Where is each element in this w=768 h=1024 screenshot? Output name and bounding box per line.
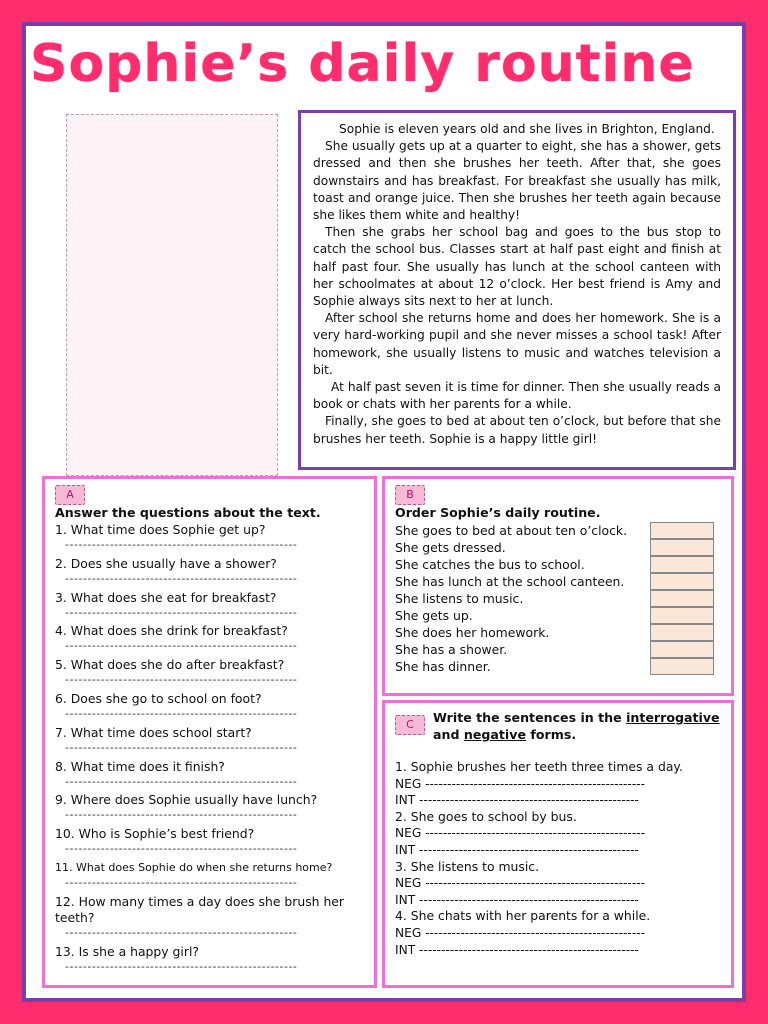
question-item <box>55 556 366 590</box>
question-item <box>55 860 366 894</box>
answer-line[interactable]: ---------------------------------------------------- <box>65 842 298 856</box>
section-c-transform <box>382 700 734 988</box>
question-text: 2. Does she usually have a shower? <box>55 555 277 571</box>
page-title: Sophie’s daily routine <box>30 34 695 94</box>
negative-answer-line[interactable] <box>395 875 723 892</box>
answer-dashes: -------------------------------------------------- <box>419 942 639 957</box>
question-text: 8. What time does it finish? <box>55 758 225 774</box>
interrogative-answer-line[interactable] <box>395 892 723 909</box>
answer-line[interactable]: ---------------------------------------------------- <box>65 740 298 754</box>
order-row <box>395 641 723 658</box>
answer-line[interactable]: ---------------------------------------------------- <box>65 673 298 687</box>
section-b-tag: B <box>395 485 425 505</box>
answer-dashes: -------------------------------------------------- <box>425 776 646 791</box>
question-item <box>55 623 366 657</box>
form-label: INT <box>395 892 416 907</box>
sentence-text: 2. She goes to school by bus. <box>395 808 577 824</box>
question-text: 5. What does she do after breakfast? <box>55 657 285 673</box>
question-item <box>55 944 366 978</box>
sentence-text: 1. Sophie brushes her teeth three times a day. <box>395 759 683 774</box>
negative-answer-line[interactable] <box>395 825 723 842</box>
interrogative-word: interrogative <box>626 710 720 725</box>
story-paragraph: After school she returns home and does her homework. She is a very hard-working pupil and she never misses a school task! After homework, she usually listens to music and watches television a bit. <box>313 311 721 377</box>
sentence-group <box>395 908 723 958</box>
question-text: 12. How many times a day does she brush her teeth? <box>55 893 345 925</box>
story-paragraph: Sophie is eleven years old and she lives in Brighton, England. <box>339 122 715 136</box>
interrogative-answer-line[interactable] <box>395 792 723 809</box>
question-item <box>55 691 366 725</box>
interrogative-answer-line[interactable] <box>395 842 723 859</box>
form-label: NEG <box>395 776 422 791</box>
section-b-heading: Order Sophie’s daily routine. <box>395 505 601 520</box>
answer-line[interactable]: ---------------------------------------------------- <box>65 706 298 720</box>
order-number-box[interactable] <box>650 573 714 590</box>
order-row <box>395 573 723 590</box>
order-row <box>395 607 723 624</box>
answer-line[interactable]: ---------------------------------------------------- <box>65 959 298 973</box>
order-row <box>395 556 723 573</box>
answer-line[interactable]: ---------------------------------------------------- <box>65 774 298 788</box>
negative-answer-line[interactable] <box>395 925 723 942</box>
order-number-box[interactable] <box>650 607 714 624</box>
answer-dashes: -------------------------------------------------- <box>425 876 646 891</box>
answer-dashes: -------------------------------------------------- <box>419 892 639 907</box>
story-paragraph: At half past seven it is time for dinner. Then she usually reads a book or chats with her parents for a while. <box>313 380 721 412</box>
interrogative-answer-line[interactable] <box>395 942 723 959</box>
order-item-text: She has dinner. <box>395 659 491 674</box>
question-text: 3. What does she eat for breakfast? <box>55 589 277 605</box>
question-text: 9. Where does Sophie usually have lunch? <box>55 792 318 808</box>
question-item <box>55 725 366 759</box>
order-row <box>395 658 723 675</box>
order-item-text: She gets up. <box>395 608 473 623</box>
order-number-box[interactable] <box>650 539 714 556</box>
answer-dashes: -------------------------------------------------- <box>425 826 646 841</box>
story-paragraph: Finally, she goes to bed at about ten o’clock, but before that she brushes her teeth. Sophie is a happy little girl! <box>313 414 721 446</box>
question-item <box>55 759 366 793</box>
form-label: NEG <box>395 876 422 891</box>
form-label: NEG <box>395 826 422 841</box>
form-label: INT <box>395 842 416 857</box>
order-number-box[interactable] <box>650 641 714 658</box>
section-c-heading <box>433 709 720 743</box>
sentence-group <box>395 859 723 909</box>
sentence-list <box>395 759 723 958</box>
question-item <box>55 522 366 556</box>
question-text: 10. Who is Sophie’s best friend? <box>55 826 255 842</box>
negative-word: negative <box>463 727 526 742</box>
section-c-heading-pre: Write the sentences in the <box>433 710 627 725</box>
sentence-group <box>395 809 723 859</box>
question-text: 6. Does she go to school on foot? <box>55 690 262 706</box>
section-a-questions <box>42 476 377 988</box>
form-label: INT <box>395 793 416 808</box>
order-item-text: She goes to bed at about ten o’clock. <box>395 523 628 538</box>
answer-line[interactable]: ---------------------------------------------------- <box>65 538 298 551</box>
question-item <box>55 590 366 624</box>
order-item-text: She has a shower. <box>395 642 508 657</box>
answer-line[interactable]: ---------------------------------------------------- <box>65 808 298 822</box>
order-number-box[interactable] <box>650 522 714 539</box>
question-item <box>55 657 366 691</box>
question-text: 4. What does she drink for breakfast? <box>55 623 288 639</box>
sophie-illustration <box>66 114 278 476</box>
story-text-box <box>298 110 736 470</box>
order-row <box>395 539 723 556</box>
order-number-box[interactable] <box>650 624 714 641</box>
order-list <box>395 522 723 675</box>
order-number-box[interactable] <box>650 658 714 675</box>
question-text: 11. What does Sophie do when she returns home? <box>55 860 333 874</box>
order-item-text: She gets dressed. <box>395 540 506 555</box>
question-text: 1. What time does Sophie get up? <box>55 522 266 537</box>
sentence-text: 3. She listens to music. <box>395 858 540 874</box>
answer-line[interactable]: ---------------------------------------------------- <box>65 605 298 619</box>
story-paragraph: She usually gets up at a quarter to eight, she has a shower, gets dressed and then she brushes her teeth. After that, she goes downstairs and has breakfast. For breakfast she usually has milk, toast and orange juice. Then she brushes her teeth again because she likes them white and healthy! <box>313 139 721 223</box>
section-a-tag: A <box>55 485 85 505</box>
answer-dashes: -------------------------------------------------- <box>419 842 639 857</box>
negative-answer-line[interactable] <box>395 776 723 793</box>
question-text: 7. What time does school start? <box>55 724 252 740</box>
order-row <box>395 590 723 607</box>
form-label: INT <box>395 942 416 957</box>
answer-line[interactable]: ---------------------------------------------------- <box>65 571 298 585</box>
answer-line[interactable]: ---------------------------------------------------- <box>65 639 298 653</box>
section-c-tag: C <box>395 715 425 735</box>
story-paragraph: Then she grabs her school bag and goes to the bus stop to catch the school bus. Classes start at half past eight and finish at half past four. She usually has lunch at the school canteen with her schoolmates at about 12 o’clock. Her best friend is Amy and Sophie always sits next to her at lunch. <box>313 225 721 309</box>
form-label: NEG <box>395 925 422 940</box>
worksheet <box>22 22 746 1002</box>
order-number-box[interactable] <box>650 590 714 607</box>
answer-line[interactable]: ---------------------------------------------------- <box>65 875 298 889</box>
sentence-group <box>395 759 723 809</box>
order-item-text: She does her homework. <box>395 625 550 640</box>
section-c-heading-mid: and <box>433 727 464 742</box>
order-item-text: She has lunch at the school canteen. <box>395 574 625 589</box>
order-row <box>395 624 723 641</box>
order-item-text: She listens to music. <box>395 591 524 606</box>
order-item-text: She catches the bus to school. <box>395 557 585 572</box>
question-item <box>55 894 366 944</box>
question-item <box>55 826 366 860</box>
answer-dashes: -------------------------------------------------- <box>425 925 646 940</box>
answer-dashes: -------------------------------------------------- <box>419 793 639 808</box>
question-item <box>55 792 366 826</box>
section-a-heading: Answer the questions about the text. <box>55 505 321 520</box>
order-number-box[interactable] <box>650 556 714 573</box>
section-c-heading-post: forms. <box>525 727 577 742</box>
answer-line[interactable]: ---------------------------------------------------- <box>65 925 298 939</box>
sentence-text: 4. She chats with her parents for a while. <box>395 908 651 924</box>
question-text: 13. Is she a happy girl? <box>55 943 199 959</box>
section-b-order <box>382 476 734 696</box>
order-row <box>395 522 723 539</box>
question-list <box>55 522 366 978</box>
